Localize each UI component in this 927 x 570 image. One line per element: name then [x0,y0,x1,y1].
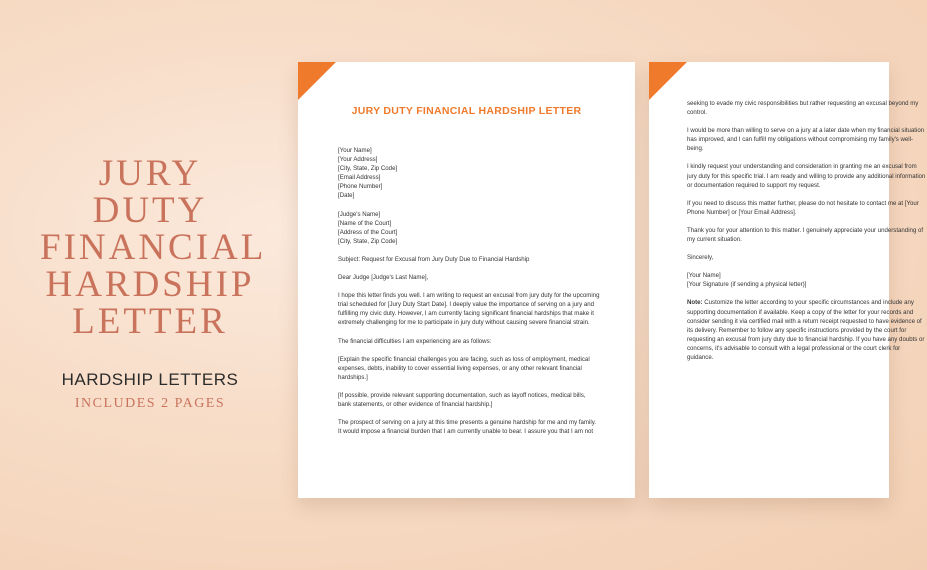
note-label: Note: [687,299,703,307]
letter-page-2 [649,62,926,498]
paragraph: If you need to discuss this matter further, please do not hesitate to contact me at [Your Phone Number] or [Your Email Address]. [687,199,919,216]
corner-accent [298,62,336,100]
document-title: JURY DUTY FINANCIAL HARDSHIP LETTER [351,105,582,117]
paragraph: [Explain the specific financial challenges you are facing, such as loss of employment, medical expenses, debts, inability to cover essential living expenses, or any other relevant financial hardships.] [338,355,590,381]
heading-line-2: FINANCIAL [40,227,267,268]
paragraph: [If possible, provide relevant supporting documentation, such as layoff notices, medical bills, bank statements, or other evidence of financial hardship.] [338,391,586,408]
letter-page-1 [298,62,635,498]
signature-block: [Your Name] [Your Signature (if sending a physical letter)] [687,272,807,289]
pages-info: INCLUDES 2 PAGES [74,396,226,411]
recipient-block: [Judge's Name] [Name of the Court] [Address of the Court] [City, State, Zip Code] [338,210,398,245]
closing: Sincerely, [687,254,714,262]
subject-line: Subject: Request for Excusal from Jury Duty Due to Financial Hardship [338,255,530,263]
paragraph: Thank you for your attention to this matter. I genuinely appreciate your understanding of my current situation. [687,226,924,244]
salutation: Dear Judge [Judge's Last Name], [338,274,429,282]
heading-line-1: JURY DUTY [92,153,208,231]
product-heading [40,153,267,412]
category-label: HARDSHIP LETTERS [61,370,239,389]
paragraph: The financial difficulties I am experiencing are as follows: [338,337,492,345]
letter-body [338,146,600,445]
paragraph: I kindly request your understanding and consideration in granting me an excusal from jury duty for this specific trial. I am ready and willing to provide any additional information or documentation required to support my request. [687,163,926,189]
paragraph: I hope this letter finds you well. I am writing to request an excusal from jury duty for the upcoming trial scheduled for [Jury Duty Start Date]. I deeply value the importance of serving on a jury and fulfilling my civic duty. However, I am currently facing significant financial hardships that make it extremely challenging for me to participate in jury duty without causing severe financial strain. [338,292,600,327]
heading-line-4: LETTER [72,301,228,342]
paragraph: I would be more than willing to serve on a jury at a later date when my financial situation has improved, and I can fulfill my obligations without compromising my family's well-being. [687,127,925,153]
note [687,298,927,362]
letter-body-continued [687,99,927,371]
corner-accent [649,62,687,100]
sender-block: [Your Name] [Your Address] [City, State, Zip Code] [Email Address] [Phone Number] [Date] [338,147,398,200]
paragraph: The prospect of serving on a jury at this time presents a genuine hardship for me and my family. It would impose a financial burden that I am currently unable to bear. I assure you that I am not [338,419,596,436]
heading-line-3: HARDSHIP [45,264,255,305]
note-text: Customize the letter according to your specific circumstances and include any supporting documentation if available. Keep a copy of the letter for your records and consider sending it via certified mail with a return receipt requested to have evidence of its delivery. Remember to follow any specific instructions provided by the court for requesting an excusal from jury duty due to financial hardship. If you have any doubts or concerns, it's advisable to consult with a legal professional or the court clerk for guidance. [687,299,925,361]
paragraph: seeking to evade my civic responsibilities but rather requesting an excusal beyond my control. [687,100,919,117]
